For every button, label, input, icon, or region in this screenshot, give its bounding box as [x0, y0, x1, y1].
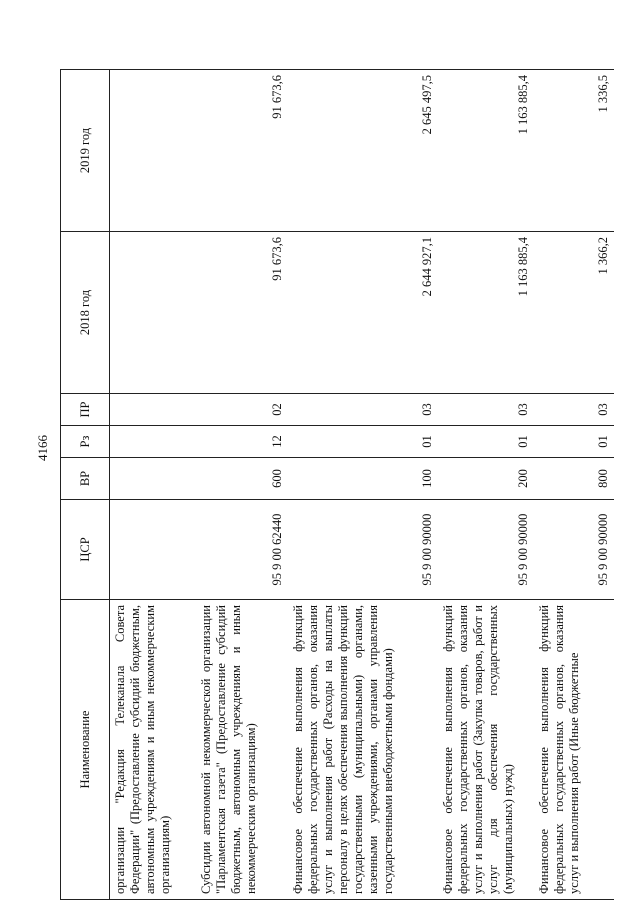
row-vr: 800 — [534, 458, 614, 500]
row-rz — [110, 426, 196, 458]
row-rz: 01 — [438, 426, 534, 458]
rotated-page-content — [60, 70, 640, 894]
header-2019: 2019 год — [61, 70, 110, 232]
row-csr: 95 9 00 90000 — [534, 500, 614, 600]
row-rz: 01 — [534, 426, 614, 458]
row-csr: 95 9 00 90000 — [438, 500, 534, 600]
row-vr: 200 — [438, 458, 534, 500]
row-csr — [110, 500, 196, 600]
row-pr: 03 — [288, 394, 438, 426]
header-rz: Рз — [61, 426, 110, 458]
page-number: 4166 — [35, 435, 50, 461]
table-header-row — [61, 70, 110, 900]
budget-table — [60, 69, 614, 900]
row-vr: 600 — [196, 458, 288, 500]
row-2018: 2 644 927,1 — [288, 232, 438, 394]
budget-table-wrapper — [60, 70, 610, 900]
row-pr: 03 — [534, 394, 614, 426]
row-2019: 91 673,6 — [196, 70, 288, 232]
row-pr — [110, 394, 196, 426]
row-2018 — [110, 232, 196, 394]
table-row — [534, 70, 614, 900]
table-row — [288, 70, 438, 900]
row-name: Субсидии автономной некоммерческой организации "Парламентская газета" (Предоставление субсидий бюджетным, автономным учреждениям и иным некоммерческим организациям) — [196, 600, 288, 900]
row-csr: 95 9 00 62440 — [196, 500, 288, 600]
row-name: организации "Редакция Телеканала Совета Федерации" (Предоставление субсидий бюджетным, автономным учреждениям и иным некоммерческим организациям) — [110, 600, 196, 900]
header-vr: ВР — [61, 458, 110, 500]
table-row — [110, 70, 196, 900]
row-2018: 1 163 885,4 — [438, 232, 534, 394]
row-vr — [110, 458, 196, 500]
row-pr: 03 — [438, 394, 534, 426]
row-rz: 12 — [196, 426, 288, 458]
row-csr: 95 9 00 90000 — [288, 500, 438, 600]
header-csr: ЦСР — [61, 500, 110, 600]
row-rz: 01 — [288, 426, 438, 458]
row-2019: 2 645 497,5 — [288, 70, 438, 232]
row-2018: 1 366,2 — [534, 232, 614, 394]
row-2019: 1 163 885,4 — [438, 70, 534, 232]
row-2018: 91 673,6 — [196, 232, 288, 394]
row-2019 — [110, 70, 196, 232]
table-row — [196, 70, 288, 900]
row-name: Финансовое обеспечение выполнения функций федеральных государственных органов, оказания услуг и выполнения работ (Закупка товаров, работ и услуг для обеспечения государственных (муниципальных) нужд) — [438, 600, 534, 900]
row-name: Финансовое обеспечение выполнения функций федеральных государственных органов, оказания услуг и выполнения работ (Иные бюджетные — [534, 600, 614, 900]
row-2019: 1 336,5 — [534, 70, 614, 232]
header-pr: ПР — [61, 394, 110, 426]
header-2018: 2018 год — [61, 232, 110, 394]
row-pr: 02 — [196, 394, 288, 426]
row-name: Финансовое обеспечение выполнения функций федеральных государственных органов, оказания услуг и выполнения работ (Расходы на выплаты персоналу в целях обеспечения выполнения функций государственными (муниципальными) органами, казенными учреждениями, органами управления государственными внебюджетными фондами) — [288, 600, 438, 900]
row-vr: 100 — [288, 458, 438, 500]
header-name: Наименование — [61, 600, 110, 900]
table-row — [438, 70, 534, 900]
